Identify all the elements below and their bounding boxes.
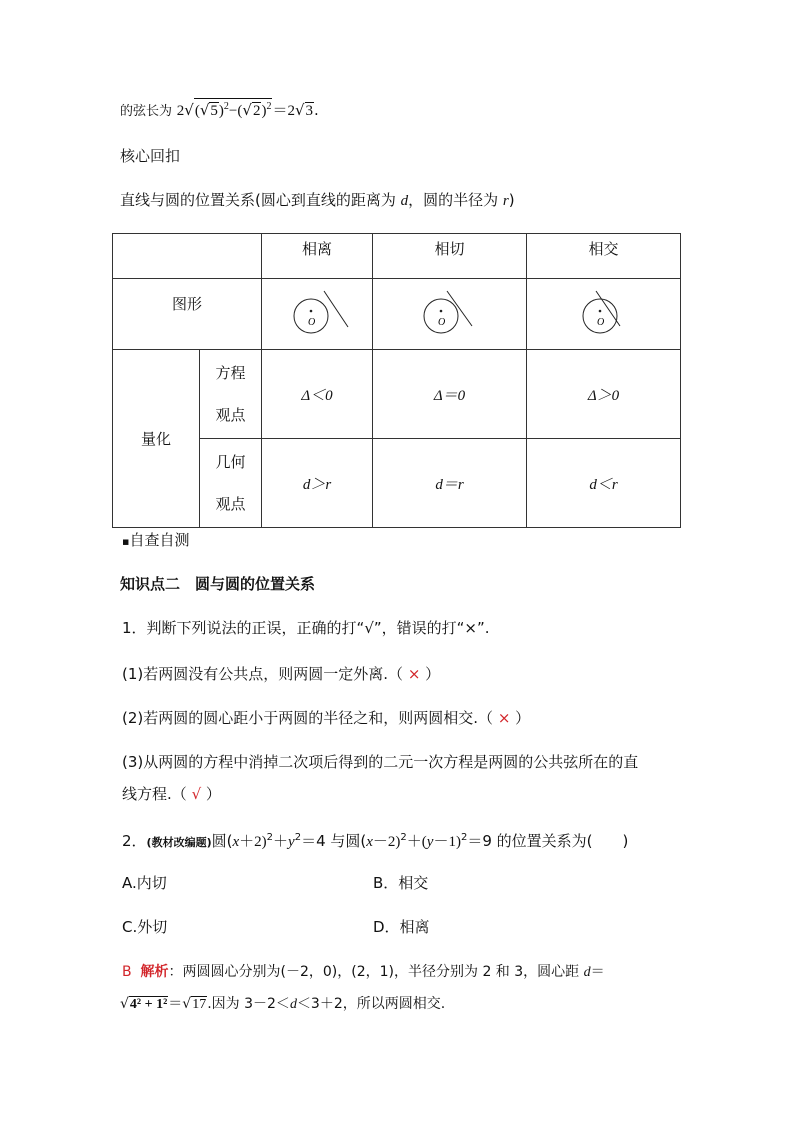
eq-view-line1: 方程 <box>215 364 246 382</box>
option-b: B．相交 <box>373 874 429 892</box>
table-eq-row <box>113 350 681 439</box>
geo-view-label <box>200 439 262 528</box>
header-tangent: 相切 <box>373 234 527 279</box>
intro-a: 直线与圆的位置关系(圆心到直线的距离为 <box>120 191 401 209</box>
table-figure-row <box>113 279 681 350</box>
q1-item-1 <box>122 664 440 684</box>
table-corner-cell <box>113 234 262 279</box>
q1-item-3-line1: (3)从两圆的方程中消掉二次项后得到的二元一次方程是两圆的公共弦所在的直 <box>122 753 639 771</box>
figure-separate-cell <box>262 279 373 350</box>
eq-view-line2: 观点 <box>215 406 246 424</box>
q2-var-y: y <box>426 834 434 850</box>
outer-radicand: $(√5)^2-(√2)^2$ <box>194 98 273 119</box>
eq-separate: Δ＜0 <box>262 350 373 439</box>
q1-stem: 1．判断下列说法的正误，正确的打“√”，错误的打“×”. <box>122 619 490 637</box>
eq-tangent: Δ＝0 <box>373 350 527 439</box>
q2-part: ＝4 与圆( <box>301 832 367 850</box>
q2-part: ＋ <box>273 834 289 850</box>
table-header-row <box>113 234 681 279</box>
self-check-icon: ▪ <box>122 535 130 548</box>
line-shape <box>447 291 472 326</box>
q2-part: －2) <box>372 834 401 850</box>
figure-intersect-cell <box>527 279 681 350</box>
tangent-diagram <box>415 287 485 337</box>
q1-item-3-line2 <box>122 784 221 804</box>
intro-c: ) <box>508 191 515 209</box>
section-title: 知识点二 圆与圆的位置关系 <box>120 575 316 593</box>
radical-icon: √ <box>242 101 252 119</box>
intro-b: ，圆的半径为 <box>408 191 503 209</box>
chord-length-line <box>120 98 319 122</box>
self-check-title <box>122 530 189 552</box>
answer-eq: ＝ <box>590 964 605 980</box>
line-shape <box>324 291 348 327</box>
chord-prefix: 的弦长为 <box>120 104 173 119</box>
eq-intersect: Δ＞0 <box>527 350 681 439</box>
q2-part: ＋2) <box>239 834 267 850</box>
separate-diagram <box>282 287 352 337</box>
q2-part: ＝9 的位置关系为( ) <box>467 832 629 850</box>
intersect-diagram <box>569 287 639 337</box>
center-dot <box>439 310 442 313</box>
exp-1: 2 <box>223 101 229 112</box>
outer-radical-icon: √ <box>184 101 194 119</box>
answer-label: 解析 <box>140 964 169 980</box>
q1-item-2 <box>122 708 530 728</box>
radical-icon: √ <box>294 101 305 119</box>
minus-sign: − <box>228 103 238 119</box>
answer-text-2: .因为 3－2＜ <box>207 996 290 1012</box>
wrong-mark-icon: × <box>407 665 421 683</box>
q2-num: 2． <box>122 832 147 850</box>
q2-exp: 2 <box>294 832 302 843</box>
wrong-mark-icon: × <box>497 709 511 727</box>
exp-2: 2 <box>266 101 272 112</box>
answer-line-2 <box>120 994 445 1015</box>
eq-view-label <box>200 350 262 439</box>
relation-table <box>112 233 681 528</box>
answer-letter: B <box>122 964 132 980</box>
q2-exp: 2 <box>266 832 274 843</box>
answer-var-d: d <box>583 965 591 980</box>
q2-var-y: y <box>288 834 295 850</box>
answer-text-1: ：两圆圆心分别为(－2，0)，(2，1)，半径分别为 2 和 3，圆心距 <box>168 964 584 980</box>
radical-icon: √ <box>182 996 192 1012</box>
radical-icon: √ <box>199 101 210 119</box>
q2-part: 圆( <box>211 832 233 850</box>
answer-radicand-1: 4² + 1² <box>129 997 168 1012</box>
q1-item-3-close: ） <box>205 785 221 803</box>
intro-var-d: d <box>400 193 409 209</box>
check-mark-icon: √ <box>191 785 202 803</box>
geo-view-line1: 几何 <box>215 453 246 471</box>
q1-item-1-close: ） <box>425 665 441 683</box>
center-dot <box>310 310 313 313</box>
answer-text-3: ＜3＋2，所以两圆相交. <box>296 996 446 1012</box>
intro-text <box>120 190 515 211</box>
geo-separate: d＞r <box>262 439 373 528</box>
quant-label: 量化 <box>113 350 200 528</box>
q1-item-3-text2: 线方程.（ <box>122 785 187 803</box>
chord-coef: 2 <box>176 103 185 119</box>
radical-icon: √ <box>120 996 129 1012</box>
header-intersect: 相交 <box>527 234 681 279</box>
chord-equals: ＝2 <box>272 103 295 119</box>
option-c: C.外切 <box>122 918 168 936</box>
q1-item-2-close: ） <box>515 709 531 727</box>
figure-tangent-cell <box>373 279 527 350</box>
q1-item-1-text: (1)若两圆没有公共点，则两圆一定外离.（ <box>122 665 404 683</box>
radicand-3: 3 <box>305 103 314 119</box>
geo-intersect: d＜r <box>527 439 681 528</box>
option-a: A.内切 <box>122 874 167 892</box>
intro-var-r: r <box>502 193 509 209</box>
heading-core: 核心回扣 <box>120 147 181 165</box>
q2-exp: 2 <box>400 832 407 843</box>
center-label: O <box>437 317 445 328</box>
radicand-2: 2 <box>252 103 261 119</box>
center-label: O <box>308 317 316 328</box>
chord-end: . <box>314 101 319 119</box>
q2-stem <box>122 828 628 853</box>
radicand-5: 5 <box>210 103 218 119</box>
q2-part: －1) <box>433 834 461 850</box>
center-label: O <box>596 317 604 328</box>
q2-exp: 2 <box>460 832 468 843</box>
geo-view-line2: 观点 <box>215 495 246 513</box>
answer-eq2: ＝ <box>168 996 183 1012</box>
q2-var-x: x <box>366 834 373 850</box>
answer-radicand-2: 17 <box>192 997 207 1012</box>
q2-tag: (教材改编题) <box>146 836 212 849</box>
q2-var-x: x <box>232 834 240 850</box>
q2-part: ＋( <box>406 834 427 850</box>
answer-var-d2: d <box>289 997 297 1012</box>
figure-row-label: 图形 <box>113 279 262 350</box>
self-check-text: 自查自测 <box>129 531 190 549</box>
header-separate: 相离 <box>262 234 373 279</box>
geo-tangent: d＝r <box>373 439 527 528</box>
q1-item-2-text: (2)若两圆的圆心距小于两圆的半径之和，则两圆相交.（ <box>122 709 494 727</box>
answer-line-1 <box>122 962 605 983</box>
option-d: D．相离 <box>373 918 430 936</box>
center-dot <box>598 310 601 313</box>
